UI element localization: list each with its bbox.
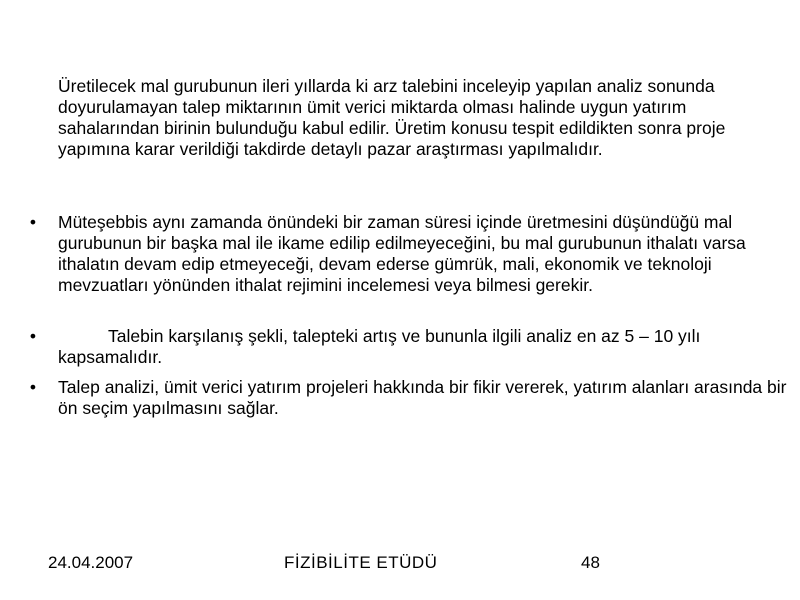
bullet-item [29,377,788,419]
intro-paragraph: Üretilecek mal gurubunun ileri yıllarda ki arz talebini inceleyip yapılan analiz sonunda doyurulamayan talep miktarının ümit verici miktarda olması halinde uygun yatırım sahalarından birinin bulunduğu kabul edilir. Üretim konusu tespit edildikten sonra proje yapımına karar verildiği takdirde detaylı pazar araştırması yapılmalıdır. [58,76,726,159]
bullet-text: Talep analizi, ümit verici yatırım projeleri hakkında bir fikir vererek, yatırım alanları arasında bir ön seçim yapılmasını sağlar. [58,377,787,418]
bullet-icon: • [29,212,37,232]
bullet-text: Müteşebbis aynı zamanda önündeki bir zaman süresi içinde üretmesini düşündüğü mal gurubunun bir başka mal ile ikame edilip edilmeyeceğini, bu mal gurubunun ithalatı varsa ithalatın devam edip etmeyeceği, devam ederse gümrük, mali, ekonomik ve teknoloji mevzuatları yönünden ithalat rejimini incelemesi veya bilmesi gerekir. [58,212,746,295]
footer-date: 24.04.2007 [48,553,134,572]
footer-page-number: 48 [581,553,600,572]
bullet-text: Talebin karşılanış şekli, talepteki artış ve bununla ilgili analiz en az 5 – 10 yılı kapsamalıdır. [58,326,701,367]
bullet-icon: • [29,377,37,397]
footer-title: FİZİBİLİTE ETÜDÜ [284,553,438,572]
bullet-item [29,212,788,296]
bullet-icon: • [29,326,37,346]
bullet-item [29,326,788,368]
